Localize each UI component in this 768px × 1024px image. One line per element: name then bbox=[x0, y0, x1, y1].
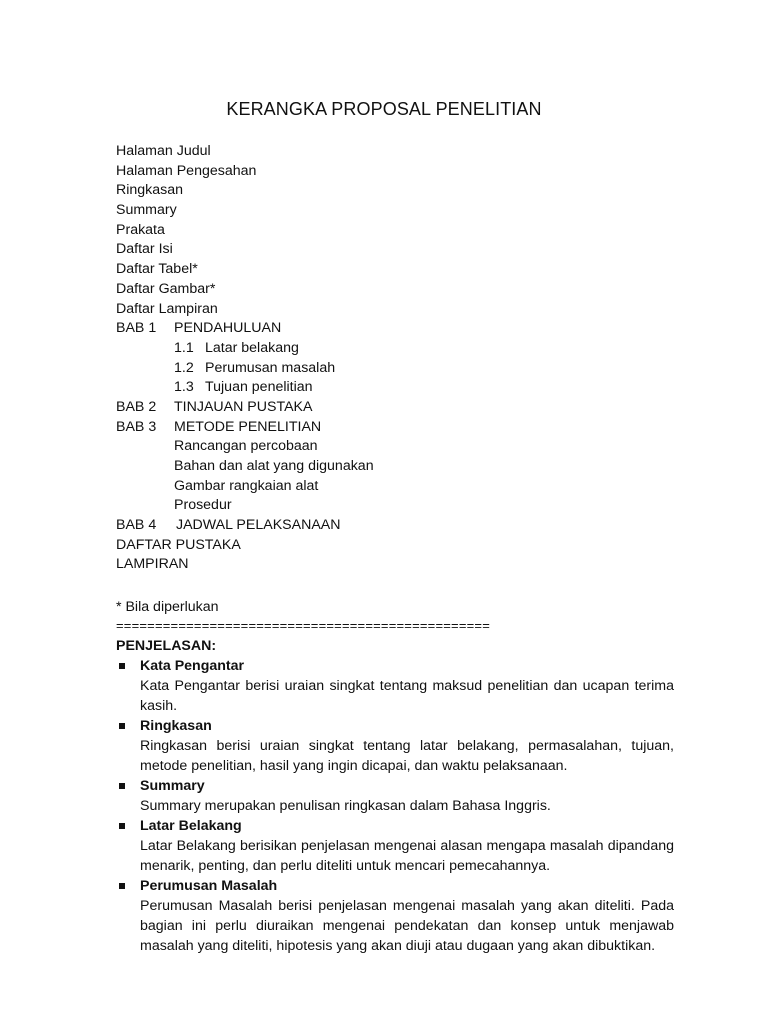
item-body: Ringkasan berisi uraian singkat tentang latar belakang, permasalahan, tujuan, metode penelitian, hasil yang ingin dicapai, dan waktu pelaksanaan. bbox=[140, 738, 674, 774]
explanation-item bbox=[116, 656, 674, 716]
chapter-title: METODE PENELITIAN bbox=[174, 418, 322, 435]
explanation-item bbox=[116, 716, 674, 776]
subsection-title: Perumusan masalah bbox=[205, 359, 336, 376]
subsection-title: Tujuan penelitian bbox=[205, 379, 313, 396]
subsection-item: Rancangan percobaan bbox=[174, 438, 318, 455]
chapter-title: PENDAHULUAN bbox=[174, 320, 282, 337]
chapter-number: BAB 4 bbox=[116, 517, 157, 534]
outline-item: Daftar Lampiran bbox=[116, 300, 218, 317]
bullet-icon bbox=[119, 883, 125, 889]
outline-item: Halaman Pengesahan bbox=[116, 162, 257, 179]
outline-item: Daftar Tabel* bbox=[116, 261, 198, 278]
chapter-title: TINJAUAN PUSTAKA bbox=[174, 398, 313, 415]
bullet-icon bbox=[119, 663, 125, 669]
document-title: KERANGKA PROPOSAL PENELITIAN bbox=[226, 99, 542, 119]
outline-item: Halaman Judul bbox=[116, 143, 211, 159]
subsection-item: Gambar rangkaian alat bbox=[174, 477, 319, 494]
item-title: Kata Pengantar bbox=[140, 658, 245, 674]
explanation-item bbox=[116, 816, 674, 876]
chapter-number: BAB 1 bbox=[116, 320, 157, 337]
chapter-number: BAB 3 bbox=[116, 418, 157, 435]
item-title: Latar Belakang bbox=[140, 818, 242, 834]
chapter-bab4 bbox=[116, 516, 676, 536]
outline-list bbox=[116, 142, 676, 575]
subsection-item bbox=[116, 339, 676, 359]
outline-item: LAMPIRAN bbox=[116, 556, 189, 573]
outline-item: DAFTAR PUSTAKA bbox=[116, 536, 241, 553]
item-body: Kata Pengantar berisi uraian singkat tentang maksud penelitian dan ucapan terima kasih. bbox=[140, 678, 674, 714]
item-title: Summary bbox=[140, 778, 205, 794]
outline-item: Summary bbox=[116, 202, 177, 219]
subsection-number: 1.2 bbox=[174, 359, 194, 376]
item-title: Ringkasan bbox=[140, 718, 212, 734]
chapter-title: JADWAL PELAKSANAAN bbox=[176, 517, 341, 534]
chapter-number: BAB 2 bbox=[116, 398, 157, 415]
explanation-heading: PENJELASAN: bbox=[116, 638, 217, 654]
separator-line: ================================================ bbox=[116, 618, 491, 633]
outline-item: Daftar Gambar* bbox=[116, 280, 216, 297]
explanation-item bbox=[116, 776, 674, 816]
subsection-title: Latar belakang bbox=[205, 339, 299, 356]
subsection-number: 1.1 bbox=[174, 339, 194, 356]
explanation-list bbox=[116, 656, 674, 956]
bullet-icon bbox=[119, 783, 125, 789]
chapter-bab1 bbox=[116, 319, 676, 339]
outline-item: Ringkasan bbox=[116, 182, 184, 199]
footnote: * Bila diperlukan bbox=[116, 599, 219, 615]
item-body: Latar Belakang berisikan penjelasan mengenai alasan mengapa masalah dipandang menarik, penting, dan perlu diteliti untuk mencari pemecahannya. bbox=[140, 838, 674, 874]
subsection-item: Bahan dan alat yang digunakan bbox=[174, 458, 374, 474]
subsection-number: 1.3 bbox=[174, 379, 194, 396]
outline-item: Prakata bbox=[116, 221, 165, 238]
bullet-icon bbox=[119, 723, 125, 729]
outline-item: Daftar Isi bbox=[116, 241, 173, 258]
explanation-item bbox=[116, 876, 674, 956]
item-title: Perumusan Masalah bbox=[140, 878, 278, 894]
item-body: Perumusan Masalah berisi penjelasan mengenai masalah yang akan diteliti. Pada bagian ini perlu diuraikan mengenai pendekatan dan konsep untuk menjawab masalah yang diteliti, hipotesis yang akan diuji atau dugaan yang akan dibuktikan. bbox=[140, 898, 674, 954]
subsection-item bbox=[116, 378, 676, 398]
item-body: Summary merupakan penulisan ringkasan dalam Bahasa Inggris. bbox=[140, 798, 551, 814]
subsection-item: Prosedur bbox=[174, 497, 232, 514]
chapter-bab3 bbox=[116, 418, 676, 438]
chapter-bab2 bbox=[116, 398, 676, 418]
subsection-item bbox=[116, 359, 676, 379]
bullet-icon bbox=[119, 823, 125, 829]
